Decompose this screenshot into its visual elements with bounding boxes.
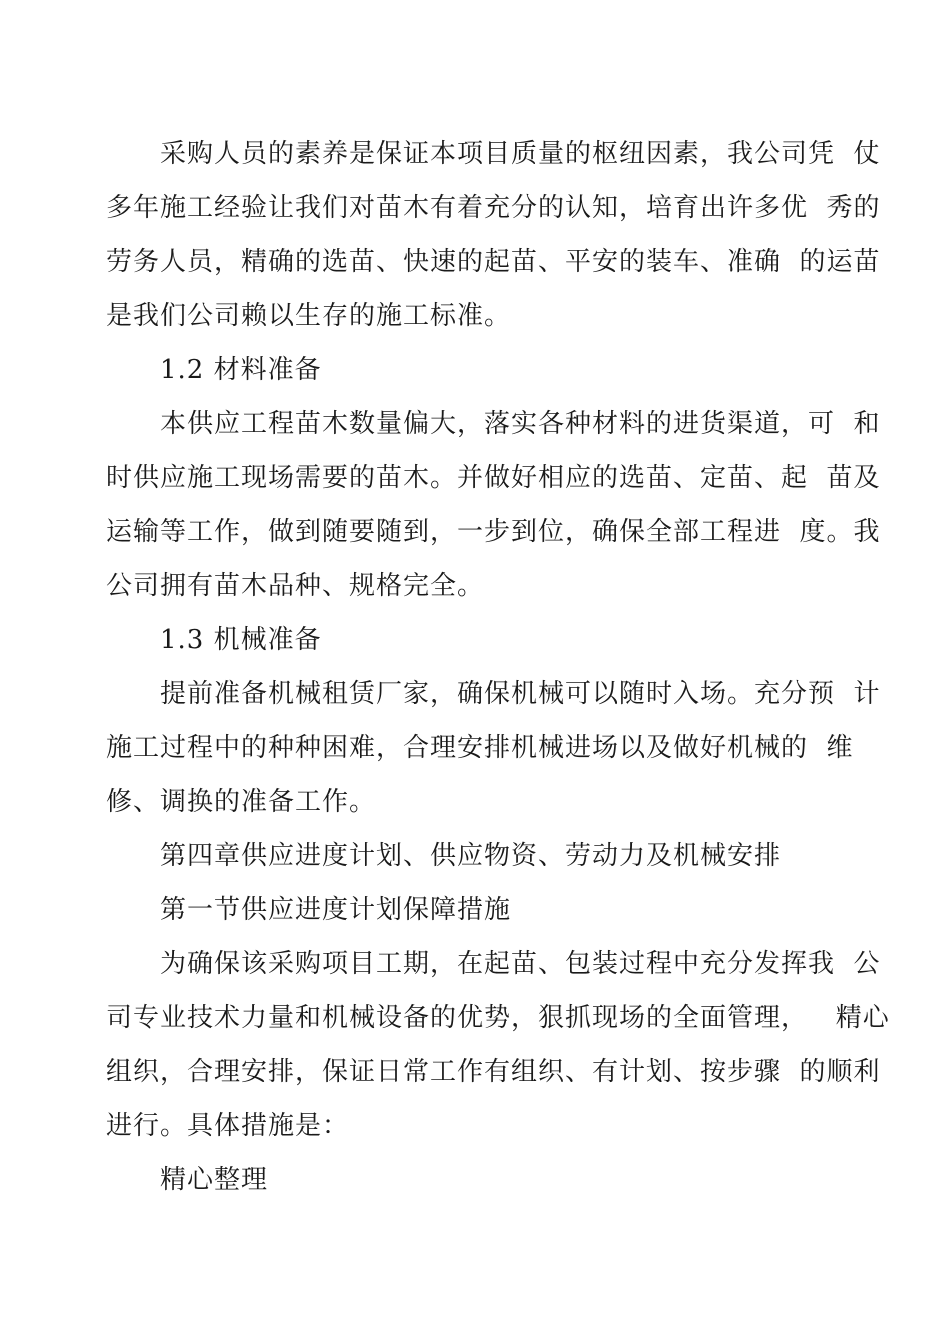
paragraph-line: 组织，合理安排，保证日常工作有组织、有计划、按步骤 的顺利 [106,1057,881,1087]
paragraph-line: 进行。具体措施是： [106,1111,350,1141]
section-heading: 第一节供应进度计划保障措施 [160,895,512,925]
paragraph-line: 修、调换的准备工作。 [106,787,377,817]
paragraph-line: 是我们公司赖以生存的施工标准。 [106,301,512,331]
paragraph-line: 提前准备机械租赁厂家，确保机械可以随时入场。充分预 计 [160,679,881,709]
paragraph-line: 为确保该采购项目工期，在起苗、包装过程中充分发挥我 公 [160,949,881,979]
paragraph-line: 多年施工经验让我们对苗木有着充分的认知，培育出许多优 秀的 [106,193,881,223]
paragraph-line: 运输等工作，做到随要随到，一步到位，确保全部工程进 度。我 [106,517,881,547]
chapter-heading: 第四章供应进度计划、供应物资、劳动力及机械安排 [160,841,782,871]
paragraph-line: 采购人员的素养是保证本项目质量的枢纽因素，我公司凭 仗 [160,139,881,169]
paragraph-line: 本供应工程苗木数量偏大，落实各种材料的进货渠道，可 和 [160,409,881,439]
paragraph-line: 公司拥有苗木品种、规格完全。 [106,571,485,601]
subheading: 精心整理 [160,1165,269,1195]
paragraph-line: 劳务人员，精确的选苗、快速的起苗、平安的装车、准确 的运苗 [106,247,881,277]
paragraph-line: 施工过程中的种种困难，合理安排机械进场以及做好机械的 维 [106,733,854,763]
section-heading-1-3: 1.3 机械准备 [160,625,322,655]
paragraph-line: 时供应施工现场需要的苗木。并做好相应的选苗、定苗、起 苗及 [106,463,881,493]
section-heading-1-2: 1.2 材料准备 [160,355,322,385]
paragraph-line: 司专业技术力量和机械设备的优势，狠抓现场的全面管理， 精心 [106,1003,890,1033]
